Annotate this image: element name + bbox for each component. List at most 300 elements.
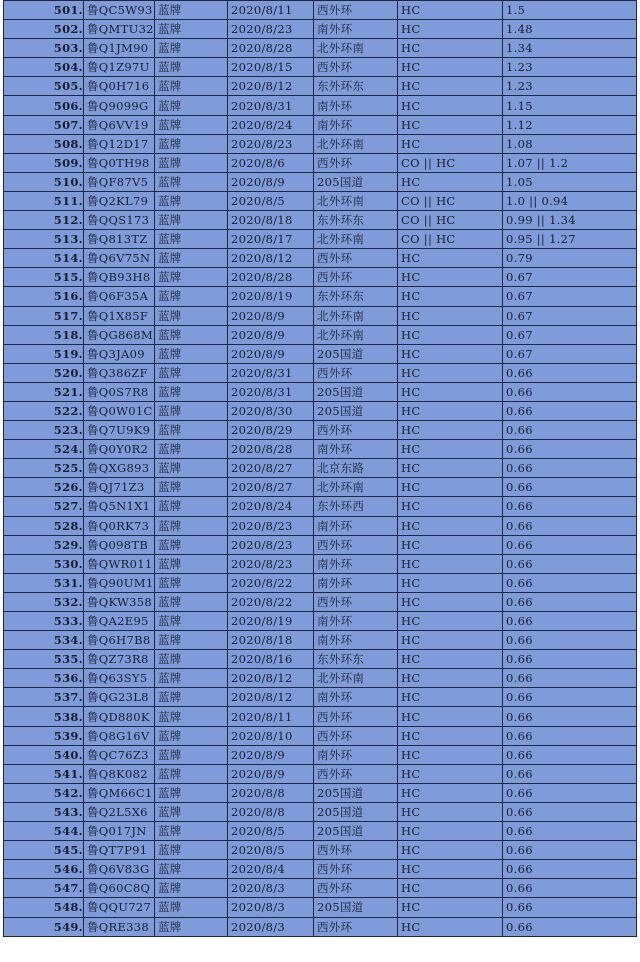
plate-number-cell: 鲁QG868M — [84, 325, 155, 344]
plate-number-cell: 鲁Q0Y0R2 — [84, 440, 155, 459]
location-cell: 南外环 — [314, 96, 398, 115]
value-cell: 0.67 — [503, 268, 637, 287]
pollutant-cell: HC — [398, 745, 503, 764]
table-row — [4, 39, 637, 58]
plate-type-cell: 蓝牌 — [155, 344, 228, 363]
pollutant-cell: HC — [398, 39, 503, 58]
value-cell: 0.66 — [503, 802, 637, 821]
date-cell: 2020/8/23 — [228, 554, 314, 573]
value-cell: 1.48 — [503, 20, 637, 39]
plate-number-cell: 鲁Q8G16V — [84, 726, 155, 745]
location-cell: 东外环东 — [314, 211, 398, 230]
row-number-cell: 506. — [4, 96, 84, 115]
plate-number-cell: 鲁Q60C8Q — [84, 879, 155, 898]
plate-number-cell: 鲁Q6V83G — [84, 860, 155, 879]
location-cell: 南外环 — [314, 688, 398, 707]
value-cell: 0.66 — [503, 650, 637, 669]
location-cell: 西外环 — [314, 249, 398, 268]
location-cell: 西外环 — [314, 860, 398, 879]
row-number-cell: 532. — [4, 592, 84, 611]
pollutant-cell: HC — [398, 134, 503, 153]
plate-type-cell: 蓝牌 — [155, 249, 228, 268]
location-cell: 南外环 — [314, 573, 398, 592]
plate-type-cell: 蓝牌 — [155, 134, 228, 153]
plate-type-cell: 蓝牌 — [155, 745, 228, 764]
date-cell: 2020/8/12 — [228, 688, 314, 707]
row-number-cell: 537. — [4, 688, 84, 707]
date-cell: 2020/8/23 — [228, 535, 314, 554]
location-cell: 西外环 — [314, 841, 398, 860]
plate-type-cell: 蓝牌 — [155, 382, 228, 401]
row-number-cell: 516. — [4, 287, 84, 306]
date-cell: 2020/8/9 — [228, 306, 314, 325]
pollutant-cell: HC — [398, 592, 503, 611]
value-cell: 0.99 || 1.34 — [503, 211, 637, 230]
value-cell: 1.05 — [503, 172, 637, 191]
pollutant-cell: HC — [398, 879, 503, 898]
plate-type-cell: 蓝牌 — [155, 230, 228, 249]
plate-type-cell: 蓝牌 — [155, 58, 228, 77]
table-row — [4, 172, 637, 191]
plate-type-cell: 蓝牌 — [155, 478, 228, 497]
plate-number-cell: 鲁QMTU32 — [84, 20, 155, 39]
location-cell: 北外环南 — [314, 191, 398, 210]
row-number-cell: 546. — [4, 860, 84, 879]
plate-number-cell: 鲁Q098TB — [84, 535, 155, 554]
plate-number-cell: 鲁Q0H716 — [84, 77, 155, 96]
plate-type-cell: 蓝牌 — [155, 764, 228, 783]
plate-number-cell: 鲁Q9099G — [84, 96, 155, 115]
date-cell: 2020/8/16 — [228, 650, 314, 669]
pollutant-cell: HC — [398, 573, 503, 592]
table-row — [4, 860, 637, 879]
value-cell: 0.66 — [503, 917, 637, 936]
table-row — [4, 230, 637, 249]
pollutant-cell: HC — [398, 612, 503, 631]
table-row — [4, 287, 637, 306]
table-body — [4, 1, 637, 937]
row-number-cell: 512. — [4, 211, 84, 230]
pollutant-cell: CO || HC — [398, 191, 503, 210]
location-cell: 北京东路 — [314, 459, 398, 478]
pollutant-cell: HC — [398, 688, 503, 707]
plate-type-cell: 蓝牌 — [155, 592, 228, 611]
plate-type-cell: 蓝牌 — [155, 77, 228, 96]
date-cell: 2020/8/6 — [228, 153, 314, 172]
plate-number-cell: 鲁Q0S7R8 — [84, 382, 155, 401]
location-cell: 205国道 — [314, 382, 398, 401]
row-number-cell: 525. — [4, 459, 84, 478]
plate-type-cell: 蓝牌 — [155, 917, 228, 936]
pollutant-cell: HC — [398, 459, 503, 478]
location-cell: 北外环南 — [314, 134, 398, 153]
table-row — [4, 440, 637, 459]
plate-type-cell: 蓝牌 — [155, 211, 228, 230]
table-row — [4, 20, 637, 39]
plate-type-cell: 蓝牌 — [155, 153, 228, 172]
pollutant-cell: HC — [398, 631, 503, 650]
pollutant-cell: HC — [398, 535, 503, 554]
plate-number-cell: 鲁QG23L8 — [84, 688, 155, 707]
pollutant-cell: HC — [398, 96, 503, 115]
row-number-cell: 545. — [4, 841, 84, 860]
row-number-cell: 544. — [4, 822, 84, 841]
date-cell: 2020/8/19 — [228, 287, 314, 306]
date-cell: 2020/8/30 — [228, 401, 314, 420]
value-cell: 0.66 — [503, 669, 637, 688]
plate-number-cell: 鲁Q2L5X6 — [84, 802, 155, 821]
plate-number-cell: 鲁QA2E95 — [84, 612, 155, 631]
value-cell: 0.66 — [503, 764, 637, 783]
row-number-cell: 531. — [4, 573, 84, 592]
date-cell: 2020/8/9 — [228, 745, 314, 764]
plate-number-cell: 鲁Q7U9K9 — [84, 421, 155, 440]
location-cell: 205国道 — [314, 401, 398, 420]
date-cell: 2020/8/12 — [228, 77, 314, 96]
plate-number-cell: 鲁QM66C1 — [84, 783, 155, 802]
value-cell: 0.66 — [503, 554, 637, 573]
date-cell: 2020/8/9 — [228, 172, 314, 191]
plate-type-cell: 蓝牌 — [155, 440, 228, 459]
row-number-cell: 519. — [4, 344, 84, 363]
pollutant-cell: HC — [398, 306, 503, 325]
row-number-cell: 513. — [4, 230, 84, 249]
location-cell: 西外环 — [314, 879, 398, 898]
location-cell: 西外环 — [314, 363, 398, 382]
table-row — [4, 898, 637, 917]
pollutant-cell: HC — [398, 554, 503, 573]
row-number-cell: 508. — [4, 134, 84, 153]
pollutant-cell: HC — [398, 669, 503, 688]
value-cell: 0.66 — [503, 592, 637, 611]
pollutant-cell: HC — [398, 440, 503, 459]
table-row — [4, 344, 637, 363]
location-cell: 西外环 — [314, 58, 398, 77]
table-row — [4, 516, 637, 535]
table-row — [4, 58, 637, 77]
location-cell: 205国道 — [314, 822, 398, 841]
plate-number-cell: 鲁QD880K — [84, 707, 155, 726]
location-cell: 西外环 — [314, 707, 398, 726]
row-number-cell: 517. — [4, 306, 84, 325]
location-cell: 北外环南 — [314, 230, 398, 249]
location-cell: 西外环 — [314, 535, 398, 554]
value-cell: 0.67 — [503, 287, 637, 306]
location-cell: 南外环 — [314, 516, 398, 535]
table-row — [4, 1, 637, 20]
plate-type-cell: 蓝牌 — [155, 879, 228, 898]
value-cell: 0.66 — [503, 421, 637, 440]
date-cell: 2020/8/28 — [228, 39, 314, 58]
date-cell: 2020/8/31 — [228, 363, 314, 382]
date-cell: 2020/8/9 — [228, 325, 314, 344]
location-cell: 西外环 — [314, 726, 398, 745]
plate-type-cell: 蓝牌 — [155, 802, 228, 821]
location-cell: 205国道 — [314, 172, 398, 191]
pollutant-cell: HC — [398, 917, 503, 936]
row-number-cell: 509. — [4, 153, 84, 172]
date-cell: 2020/8/28 — [228, 440, 314, 459]
row-number-cell: 540. — [4, 745, 84, 764]
row-number-cell: 505. — [4, 77, 84, 96]
pollutant-cell: HC — [398, 77, 503, 96]
location-cell: 南外环 — [314, 612, 398, 631]
pollutant-cell: HC — [398, 802, 503, 821]
pollutant-cell: HC — [398, 115, 503, 134]
pollutant-cell: HC — [398, 172, 503, 191]
value-cell: 0.66 — [503, 688, 637, 707]
table-row — [4, 802, 637, 821]
location-cell: 西外环 — [314, 764, 398, 783]
value-cell: 0.66 — [503, 382, 637, 401]
plate-number-cell: 鲁Q6V75N — [84, 249, 155, 268]
row-number-cell: 521. — [4, 382, 84, 401]
date-cell: 2020/8/3 — [228, 879, 314, 898]
pollutant-cell: HC — [398, 764, 503, 783]
table-row — [4, 249, 637, 268]
plate-number-cell: 鲁Q1JM90 — [84, 39, 155, 58]
table-row — [4, 917, 637, 936]
value-cell: 0.79 — [503, 249, 637, 268]
date-cell: 2020/8/3 — [228, 898, 314, 917]
plate-number-cell: 鲁Q0W01C — [84, 401, 155, 420]
value-cell: 0.66 — [503, 726, 637, 745]
table-row — [4, 325, 637, 344]
value-cell: 1.07 || 1.2 — [503, 153, 637, 172]
plate-number-cell: 鲁Q386ZF — [84, 363, 155, 382]
pollutant-cell: HC — [398, 363, 503, 382]
location-cell: 205国道 — [314, 802, 398, 821]
pollutant-cell: HC — [398, 650, 503, 669]
location-cell: 205国道 — [314, 344, 398, 363]
pollutant-cell: CO || HC — [398, 211, 503, 230]
value-cell: 0.66 — [503, 631, 637, 650]
date-cell: 2020/8/5 — [228, 822, 314, 841]
value-cell: 1.5 — [503, 1, 637, 20]
value-cell: 0.67 — [503, 325, 637, 344]
table-row — [4, 631, 637, 650]
date-cell: 2020/8/27 — [228, 478, 314, 497]
location-cell: 东外环东 — [314, 287, 398, 306]
date-cell: 2020/8/3 — [228, 917, 314, 936]
plate-type-cell: 蓝牌 — [155, 268, 228, 287]
value-cell: 1.23 — [503, 77, 637, 96]
plate-number-cell: 鲁QQU727 — [84, 898, 155, 917]
table-row — [4, 535, 637, 554]
value-cell: 0.66 — [503, 879, 637, 898]
row-number-cell: 547. — [4, 879, 84, 898]
location-cell: 西外环 — [314, 268, 398, 287]
plate-type-cell: 蓝牌 — [155, 535, 228, 554]
location-cell: 西外环 — [314, 592, 398, 611]
plate-type-cell: 蓝牌 — [155, 421, 228, 440]
pollutant-cell: HC — [398, 401, 503, 420]
row-number-cell: 529. — [4, 535, 84, 554]
row-number-cell: 541. — [4, 764, 84, 783]
plate-type-cell: 蓝牌 — [155, 898, 228, 917]
value-cell: 0.66 — [503, 401, 637, 420]
location-cell: 北外环南 — [314, 39, 398, 58]
row-number-cell: 514. — [4, 249, 84, 268]
plate-type-cell: 蓝牌 — [155, 401, 228, 420]
date-cell: 2020/8/5 — [228, 191, 314, 210]
plate-type-cell: 蓝牌 — [155, 115, 228, 134]
plate-number-cell: 鲁QQS173 — [84, 211, 155, 230]
plate-number-cell: 鲁QJ71Z3 — [84, 478, 155, 497]
plate-type-cell: 蓝牌 — [155, 631, 228, 650]
table-row — [4, 96, 637, 115]
location-cell: 西外环 — [314, 1, 398, 20]
value-cell: 0.66 — [503, 745, 637, 764]
plate-type-cell: 蓝牌 — [155, 650, 228, 669]
table-row — [4, 764, 637, 783]
plate-number-cell: 鲁Q1X85F — [84, 306, 155, 325]
row-number-cell: 530. — [4, 554, 84, 573]
table-row — [4, 783, 637, 802]
pollutant-cell: HC — [398, 822, 503, 841]
row-number-cell: 538. — [4, 707, 84, 726]
plate-number-cell: 鲁Q63SY5 — [84, 669, 155, 688]
table-row — [4, 822, 637, 841]
location-cell: 东外环西 — [314, 497, 398, 516]
plate-type-cell: 蓝牌 — [155, 1, 228, 20]
row-number-cell: 528. — [4, 516, 84, 535]
row-number-cell: 533. — [4, 612, 84, 631]
row-number-cell: 511. — [4, 191, 84, 210]
value-cell: 1.23 — [503, 58, 637, 77]
plate-type-cell: 蓝牌 — [155, 96, 228, 115]
date-cell: 2020/8/12 — [228, 669, 314, 688]
date-cell: 2020/8/22 — [228, 573, 314, 592]
plate-type-cell: 蓝牌 — [155, 573, 228, 592]
location-cell: 南外环 — [314, 440, 398, 459]
date-cell: 2020/8/18 — [228, 211, 314, 230]
date-cell: 2020/8/19 — [228, 612, 314, 631]
table-row — [4, 592, 637, 611]
vehicle-emission-table — [3, 0, 637, 937]
plate-number-cell: 鲁QB93H8 — [84, 268, 155, 287]
row-number-cell: 534. — [4, 631, 84, 650]
date-cell: 2020/8/23 — [228, 516, 314, 535]
date-cell: 2020/8/23 — [228, 20, 314, 39]
table-row — [4, 573, 637, 592]
table-row — [4, 268, 637, 287]
plate-type-cell: 蓝牌 — [155, 20, 228, 39]
location-cell: 东外环东 — [314, 77, 398, 96]
location-cell: 南外环 — [314, 554, 398, 573]
pollutant-cell: CO || HC — [398, 230, 503, 249]
row-number-cell: 543. — [4, 802, 84, 821]
date-cell: 2020/8/24 — [228, 497, 314, 516]
plate-number-cell: 鲁QF87V5 — [84, 172, 155, 191]
date-cell: 2020/8/11 — [228, 1, 314, 20]
pollutant-cell: HC — [398, 1, 503, 20]
date-cell: 2020/8/28 — [228, 268, 314, 287]
row-number-cell: 535. — [4, 650, 84, 669]
table-row — [4, 726, 637, 745]
value-cell: 0.66 — [503, 478, 637, 497]
table-row — [4, 612, 637, 631]
plate-number-cell: 鲁QXG893 — [84, 459, 155, 478]
plate-type-cell: 蓝牌 — [155, 363, 228, 382]
plate-type-cell: 蓝牌 — [155, 497, 228, 516]
plate-number-cell: 鲁Q017JN — [84, 822, 155, 841]
location-cell: 北外环南 — [314, 669, 398, 688]
value-cell: 0.66 — [503, 459, 637, 478]
value-cell: 1.15 — [503, 96, 637, 115]
pollutant-cell: HC — [398, 516, 503, 535]
location-cell: 北外环南 — [314, 325, 398, 344]
pollutant-cell: HC — [398, 268, 503, 287]
plate-type-cell: 蓝牌 — [155, 612, 228, 631]
table-row — [4, 421, 637, 440]
plate-type-cell: 蓝牌 — [155, 459, 228, 478]
location-cell: 西外环 — [314, 153, 398, 172]
date-cell: 2020/8/9 — [228, 764, 314, 783]
plate-type-cell: 蓝牌 — [155, 39, 228, 58]
value-cell: 0.66 — [503, 707, 637, 726]
plate-number-cell: 鲁QRE338 — [84, 917, 155, 936]
table-row — [4, 707, 637, 726]
plate-type-cell: 蓝牌 — [155, 554, 228, 573]
plate-number-cell: 鲁QC5W93 — [84, 1, 155, 20]
pollutant-cell: HC — [398, 478, 503, 497]
plate-number-cell: 鲁Q0RK73 — [84, 516, 155, 535]
row-number-cell: 548. — [4, 898, 84, 917]
row-number-cell: 515. — [4, 268, 84, 287]
plate-number-cell: 鲁QT7P91 — [84, 841, 155, 860]
plate-type-cell: 蓝牌 — [155, 287, 228, 306]
plate-number-cell: 鲁Q813TZ — [84, 230, 155, 249]
plate-number-cell: 鲁Q0TH98 — [84, 153, 155, 172]
row-number-cell: 539. — [4, 726, 84, 745]
plate-number-cell: 鲁Q6F35A — [84, 287, 155, 306]
row-number-cell: 524. — [4, 440, 84, 459]
plate-type-cell: 蓝牌 — [155, 726, 228, 745]
date-cell: 2020/8/18 — [228, 631, 314, 650]
table-row — [4, 191, 637, 210]
plate-type-cell: 蓝牌 — [155, 707, 228, 726]
table-row — [4, 554, 637, 573]
pollutant-cell: HC — [398, 860, 503, 879]
location-cell: 南外环 — [314, 115, 398, 134]
location-cell: 西外环 — [314, 421, 398, 440]
pollutant-cell: HC — [398, 421, 503, 440]
pollutant-cell: HC — [398, 382, 503, 401]
value-cell: 0.66 — [503, 898, 637, 917]
pollutant-cell: CO || HC — [398, 153, 503, 172]
value-cell: 1.34 — [503, 39, 637, 58]
value-cell: 0.66 — [503, 783, 637, 802]
row-number-cell: 536. — [4, 669, 84, 688]
value-cell: 0.67 — [503, 344, 637, 363]
table-row — [4, 363, 637, 382]
date-cell: 2020/8/10 — [228, 726, 314, 745]
location-cell: 南外环 — [314, 20, 398, 39]
row-number-cell: 520. — [4, 363, 84, 382]
table-row — [4, 382, 637, 401]
table-row — [4, 650, 637, 669]
row-number-cell: 502. — [4, 20, 84, 39]
date-cell: 2020/8/27 — [228, 459, 314, 478]
plate-number-cell: 鲁QKW358 — [84, 592, 155, 611]
table-row — [4, 211, 637, 230]
date-cell: 2020/8/17 — [228, 230, 314, 249]
date-cell: 2020/8/5 — [228, 841, 314, 860]
location-cell: 205国道 — [314, 898, 398, 917]
plate-type-cell: 蓝牌 — [155, 172, 228, 191]
table-row — [4, 115, 637, 134]
